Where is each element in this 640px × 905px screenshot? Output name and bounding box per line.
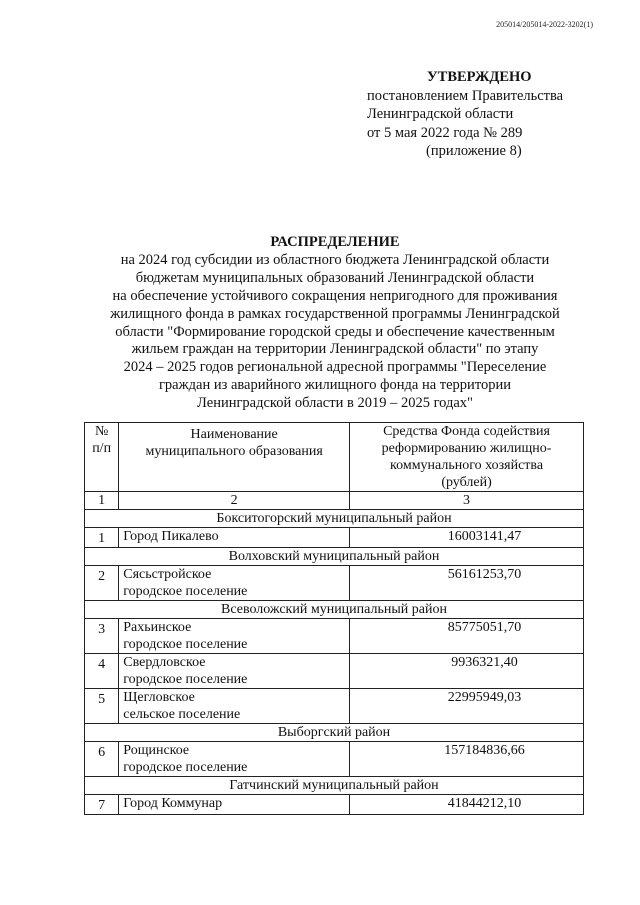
district-row — [85, 548, 584, 566]
row-num: 1 — [85, 528, 119, 548]
heading-line: на 2024 год субсидии из областного бюджета Ленинградской области — [120, 251, 550, 268]
row-num: 5 — [85, 689, 119, 724]
district-name: Всеволожский муниципальный район — [85, 601, 584, 619]
table-header-row — [85, 423, 584, 492]
row-amount: 22995949,03 — [350, 689, 584, 724]
district-name: Бокситогорский муниципальный район — [85, 510, 584, 528]
district-row — [85, 510, 584, 528]
approval-line: от 5 мая 2022 года № 289 — [367, 124, 523, 141]
heading-line: жилищного фонда в рамках государственной программы Ленинградской — [110, 305, 560, 322]
heading-line: жильем граждан на территории Ленинградской области" по этапу — [131, 341, 539, 358]
row-amount: 157184836,66 — [350, 742, 584, 777]
column-number: 1 — [85, 492, 119, 510]
document-id: 205014/205014-2022-3202(1) — [496, 20, 593, 29]
table-row — [85, 742, 584, 777]
approval-title: УТВЕРЖДЕНО — [427, 69, 532, 85]
row-amount: 41844212,10 — [350, 795, 584, 815]
row-amount: 9936321,40 — [350, 654, 584, 689]
row-name: Свердловское городское поселение — [119, 654, 350, 689]
column-number: 3 — [350, 492, 584, 510]
row-name: Город Коммунар — [119, 795, 350, 815]
heading-line: бюджетам муниципальных образований Ленинградской области — [135, 269, 535, 286]
district-row — [85, 601, 584, 619]
row-name: Рахьинское городское поселение — [119, 619, 350, 654]
row-name: Щегловское сельское поселение — [119, 689, 350, 724]
approval-annex: (приложение 8) — [426, 143, 522, 159]
column-number: 2 — [119, 492, 350, 510]
row-amount: 16003141,47 — [350, 528, 584, 548]
row-amount: 85775051,70 — [350, 619, 584, 654]
row-name: Рощинское городское поселение — [119, 742, 350, 777]
district-row — [85, 724, 584, 742]
district-name: Выборгский район — [85, 724, 584, 742]
district-row — [85, 777, 584, 795]
approval-line: постановлением Правительства — [367, 87, 564, 104]
row-name: Сясьстройское городское поселение — [119, 566, 350, 601]
allocation-table — [84, 422, 584, 815]
header-funds: Средства Фонда содействия реформированию жилищно- коммунального хозяйства (рублей) — [350, 423, 584, 492]
district-name: Волховский муниципальный район — [85, 548, 584, 566]
row-num: 6 — [85, 742, 119, 777]
heading-line: Ленинградской области в 2019 – 2025 годах" — [197, 395, 473, 412]
approval-line: Ленинградской области — [367, 106, 514, 122]
row-num: 7 — [85, 795, 119, 815]
row-amount: 56161253,70 — [350, 566, 584, 601]
row-name: Город Пикалево — [119, 528, 350, 548]
heading-line: граждан из аварийного жилищного фонда на территории — [158, 377, 511, 394]
district-name: Гатчинский муниципальный район — [85, 777, 584, 795]
approval-block — [367, 68, 607, 161]
table-row — [85, 654, 584, 689]
table-row — [85, 689, 584, 724]
table-row — [85, 619, 584, 654]
table-row — [85, 566, 584, 601]
heading-line: 2024 – 2025 годов региональной адресной программы "Переселение — [123, 359, 547, 376]
header-num: № п/п — [85, 423, 119, 492]
table-row — [85, 795, 584, 815]
heading-title: РАСПРЕДЕЛЕНИЕ — [270, 234, 400, 250]
row-num: 2 — [85, 566, 119, 601]
header-name: Наименование муниципального образования — [119, 423, 350, 492]
row-num: 3 — [85, 619, 119, 654]
table-row — [85, 528, 584, 548]
heading-line: области "Формирование городской среды и обеспечение качественным — [115, 323, 555, 340]
document-heading — [80, 234, 590, 413]
heading-line: на обеспечение устойчивого сокращения непригодного для проживания — [112, 287, 558, 304]
column-number-row — [85, 492, 584, 510]
row-num: 4 — [85, 654, 119, 689]
